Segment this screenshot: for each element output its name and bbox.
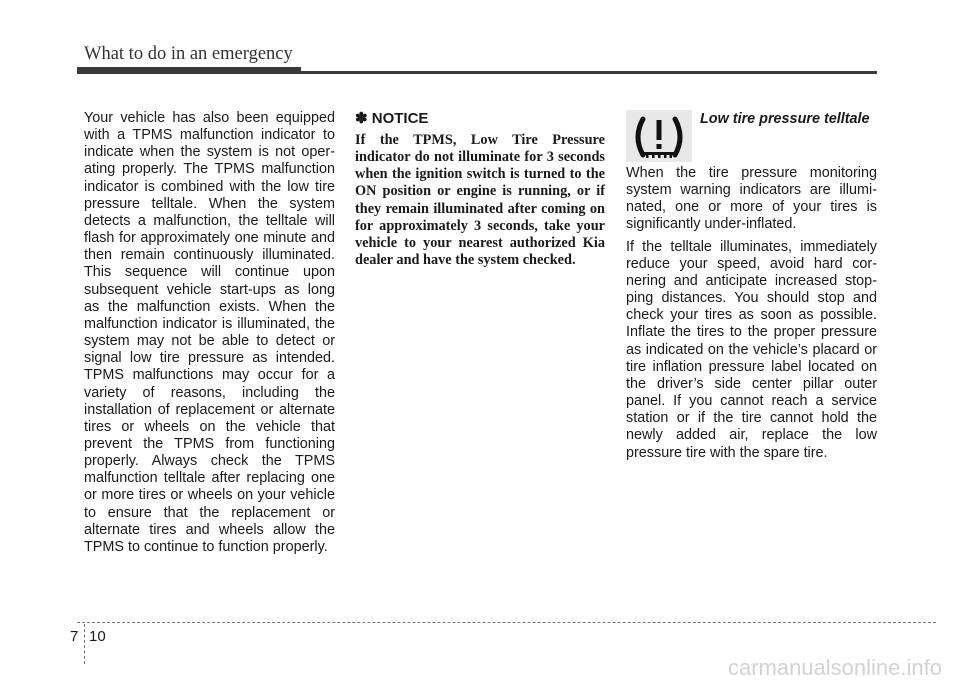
page-number: 10 [89,628,106,645]
telltale-title: Low tire pressure telltale [700,111,870,127]
watermark-text: carmanualsonline.info [727,655,942,680]
telltale-heading-row [626,110,877,162]
footer-divider [84,624,85,664]
header-rule-thick [77,67,301,74]
chapter-number: 7 [70,628,79,645]
tpms-malfunction-paragraph: Your vehicle has also been equipped with a TPMS malfunction indicator to indicate when the system is not operating properly. The TPMS malfunction indicator is combined with the low tire pressure telltale. When the system detects a malfunction, the telltale will flash for approximately one minute and then remain continuously illuminated. This sequence will continue upon subsequent vehicle start-ups as long as the malfunction exists. When the malfunction indicator is illuminated, the system may not be able to detect or signal low tire pressure as intended. TPMS malfunctions may occur for a variety of reasons, including the installation of replacement or alternate tires or wheels on the vehicle that prevent the TPMS from functioning properly. Always check the TPMS malfunction telltale after replacing one or more tires or wheels on your vehicle to ensure that the replacement or alternate tires and wheels allow the TPMS to continue to function properly. [84,110,335,555]
tpms-warning-icon [626,110,692,162]
page-header-title: What to do in an emergency [84,44,293,64]
telltale-paragraph-2: If the telltale illuminates, immediately reduce your speed, avoid hard cornering and anticipate increased stopping distances. You should stop and check your tires as soon as possible. Inflate the tires to the proper pressure as indicated on the vehicle’s placard or tire inflation pressure label located on the driver’s side center pillar outer panel. If you cannot reach a service station or if the tire cannot hold the newly added air, replace the low pressure tire with the spare tire. [626,238,877,461]
header-rule [77,67,877,74]
column-right [626,110,877,462]
notice-title: ✽ NOTICE [355,110,429,127]
column-middle [355,110,605,269]
header-rule-thin [301,71,877,74]
column-left [84,110,335,556]
notice-body: If the TPMS, Low Tire Pressure indicator do not illuminate for 3 seconds when the ignition switch is turned to the ON position or engine is running, or if they remain illuminated after coming on for approximately 3 seconds, take your vehicle to your nearest authorized Kia dealer and have the system checked. [355,132,605,269]
telltale-paragraph-1: When the tire pressure monitoring system warning indicators are illuminated, one or more of your tires is significantly under-inflated. [626,165,877,233]
footer-rule [77,622,936,623]
